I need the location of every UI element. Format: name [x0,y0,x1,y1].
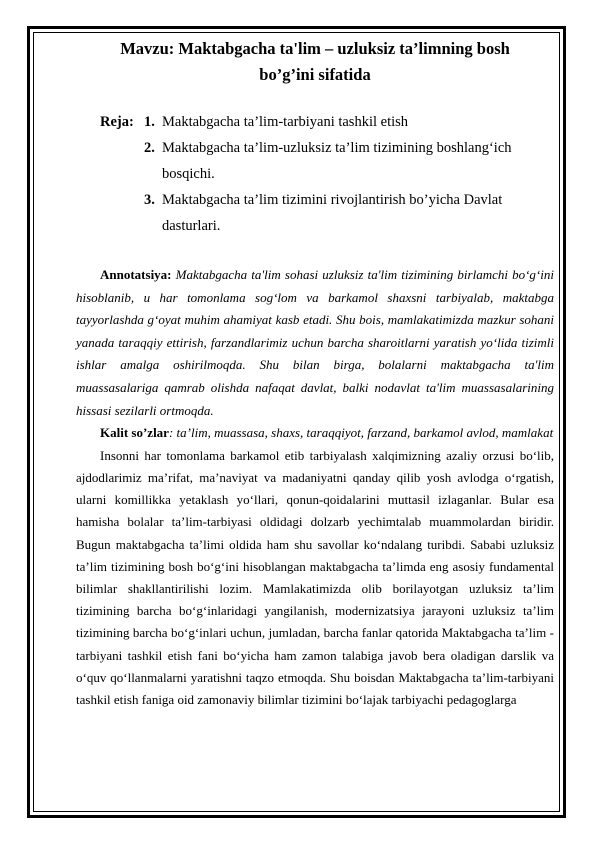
abstract-paragraph [76,264,554,422]
plan-item [76,187,554,239]
plan-list [76,109,554,239]
title-line-2: bo’g’ini sifatida [259,65,371,84]
plan-item [76,135,554,187]
document-content [76,36,554,239]
plan-item [76,109,554,135]
abstract-text: Maktabgacha ta'lim sohasi uzluksiz ta'lim tizimining birlamchi bo‘g‘ini hisoblanib, u har tomonlama sog‘lom va barkamol shaxsni tarbiyalab, maktabga tayyorlashda g‘oyat muhim ahamiyat kasb etadi. Shu bois, mamlakatimizda mazkur sohani yanada taraqqiy ettirish, farzandlarimiz uchun barcha sharoitlarni yaratish yo‘lida tizimli ishlar amalga oshirilmoqda. Shu bilan birga, bolalarni maktabgacha ta'lim muassasalariga qamrab olishda nafaqat davlat, balki nodavlat ta'lim muassasalarining hissasi sezilarli ortmoqda. [76,267,554,418]
plan-item-number: 2. [144,140,155,156]
document-title [76,36,554,88]
plan-item-text: Maktabgacha ta’lim-uzluksiz ta’lim tizimining boshlang‘ich bosqichi. [162,140,512,182]
keywords-text: : ta’lim, muassasa, shaxs, taraqqiyot, farzand, barkamol avlod, mamlakat [168,425,554,441]
plan-item-text: Maktabgacha ta’lim-tarbiyani tashkil etish [162,114,409,130]
plan-item-text: Maktabgacha ta’lim tizimini rivojlantirish bo’yicha Davlat dasturlari. [162,192,503,234]
title-line-1: Mavzu: Maktabgacha ta'lim – uzluksiz ta’limning bosh [120,39,510,58]
document-body [76,264,554,711]
plan-item-number: 1. [144,114,155,130]
body-paragraph: Insonni har tomonlama barkamol etib tarbiyalash xalqimizning azaliy orzusi bo‘lib, ajdodlarimiz ma’rifat, ma’naviyat va madaniyatni qanday qilib yosh avlodga o‘rgatish, ularni komillikka yetaklash yo‘llari, qonun-qoidalarini muttasil izlaganlar. Bular esa hamisha bolalar ta’lim-tarbiyasi oldidagi dolzarb yechimtalab muammolardan biridir. Bugun maktabgacha ta’limi oldida ham shu savollar ko‘ndalang turibdi. Sababi uzluksiz ta’lim tizimining bosh bo‘g‘ini hisoblangan maktabgacha ta’limda eng asosiy fundamental bilimlar shakllantirilishi lozim. Mamlakatimizda olib borilayotgan uzluksiz ta’lim tizimining barcha bo‘g‘inlaridagi yangilanish, modernizatsiya jarayoni uzluksiz ta’lim tizimining barcha bo‘g‘inlari uchun, jumladan, barcha fanlar qatorida Maktabgacha ta’lim - tarbiyani tashkil etish fani bo‘yicha ham zamon talabiga javob bera oladigan darslik va o‘quv qo‘llanmalarni yaratishni taqzo etmoqda. Shu boisdan Maktabgacha ta’lim-tarbiyani tashkil etish faniga oid zamonaviy bilimlar tizimini bo‘lajak tarbiyachi pedagoglarga [76,447,554,707]
plan-section [76,109,554,239]
keywords-paragraph [76,422,554,445]
plan-label: Reja: [100,114,134,130]
plan-item-number: 3. [144,192,155,208]
keywords-label: Kalit so’zlar [100,425,169,441]
abstract-label: Annotatsiya: [100,267,172,282]
